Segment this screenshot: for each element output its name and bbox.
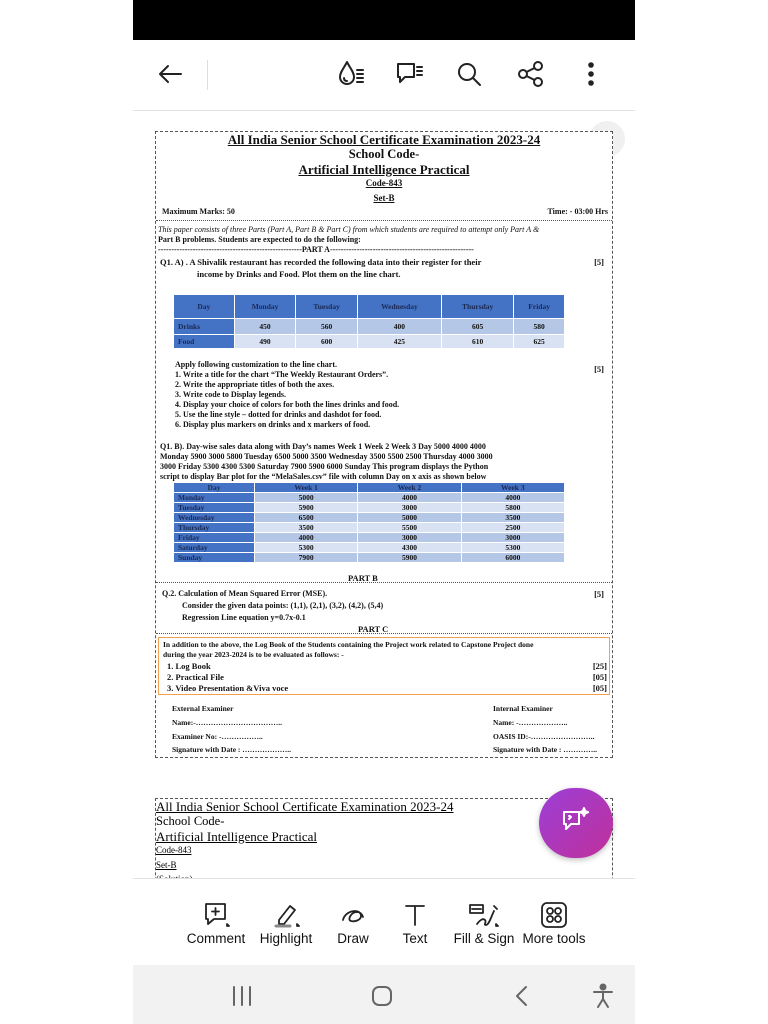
- exam-title: All India Senior School Certificate Examination 2023-24: [227, 132, 541, 147]
- table-cell: 3500: [461, 513, 564, 523]
- school-code: School Code-: [348, 147, 420, 161]
- table-cell: 425: [357, 335, 441, 349]
- table-cell: 4300: [358, 543, 461, 553]
- part-c-item: 1. Log Book: [167, 661, 211, 671]
- external-examiner-label: External Examiner: [172, 704, 234, 713]
- draw-tool-label: Draw: [337, 931, 369, 946]
- q2-marks: [5]: [594, 589, 604, 599]
- fill-sign-tool[interactable]: [449, 899, 519, 946]
- phone-screen: [133, 0, 635, 1024]
- fill-sign-icon: [449, 899, 519, 931]
- customization-item: 2. Write the appropriate titles of both the axes.: [175, 380, 335, 389]
- examiner-no-field: Examiner No: -……………..: [172, 732, 263, 741]
- highlighter-icon: [255, 899, 317, 931]
- part-c-text-2: during the year 2023-2024 is to be evaluated as follows: -: [163, 650, 344, 659]
- table-row: [174, 513, 565, 523]
- page2-exam-title: All India Senior School Certificate Examination 2023-24: [156, 799, 454, 814]
- part-b-heading: PART B: [348, 573, 378, 583]
- restaurant-table: [173, 294, 565, 349]
- table-cell: Tuesday: [174, 503, 255, 513]
- table-cell: 5000: [358, 513, 461, 523]
- table-cell: 3000: [461, 533, 564, 543]
- q1b-line-4: script to display Bar plot for the “MelaSales.csv” file with column Day on x axis as shown below: [160, 472, 487, 481]
- bottom-toolbar: [133, 878, 635, 965]
- part-c-item-marks: [25]: [592, 661, 607, 671]
- table-cell: 3000: [358, 503, 461, 513]
- table-cell: 490: [234, 335, 296, 349]
- comments-icon[interactable]: [390, 54, 430, 94]
- table-cell: 3000: [358, 533, 461, 543]
- table-header-cell: Friday: [514, 295, 565, 319]
- customization-item: 3. Write code to Display legends.: [175, 390, 287, 399]
- q2-line-3: Regression Line equation y=0.7x-0.1: [182, 613, 306, 622]
- table-cell: 5900: [255, 503, 358, 513]
- oasis-id-field: OASIS ID:-……………………..: [493, 732, 595, 741]
- table-cell: 5000: [255, 493, 358, 503]
- table-cell: 4000: [255, 533, 358, 543]
- part-c-item: 3. Video Presentation &Viva voce: [167, 683, 289, 693]
- table-cell: 5300: [255, 543, 358, 553]
- table-cell: Saturday: [174, 543, 255, 553]
- customization-item: 4. Display your choice of colors for both the lines drinks and food.: [175, 400, 400, 409]
- table-cell: 400: [357, 319, 441, 335]
- table-cell: 5300: [461, 543, 564, 553]
- table-header-cell: Week 1: [255, 483, 358, 493]
- document-viewer[interactable]: [133, 111, 635, 878]
- table-header-cell: Thursday: [442, 295, 514, 319]
- table-cell: Drinks: [174, 319, 235, 335]
- table-cell: 450: [234, 319, 296, 335]
- table-row: [174, 503, 565, 513]
- table-cell: 560: [296, 319, 357, 335]
- part-c-item: 2. Practical File: [167, 672, 224, 682]
- ai-assistant-icon: [560, 806, 592, 841]
- table-row: [174, 319, 565, 335]
- customization-marks: [5]: [594, 364, 604, 374]
- sales-table: [173, 482, 565, 563]
- table-header-cell: Monday: [234, 295, 296, 319]
- toolbar-divider: [207, 60, 208, 90]
- page2-school-code: School Code-: [156, 814, 225, 828]
- fill-sign-tool-label: Fill & Sign: [453, 931, 515, 946]
- set-label: Set-B: [373, 193, 395, 203]
- table-header-cell: Day: [174, 483, 255, 493]
- table-cell: Wednesday: [174, 513, 255, 523]
- part-c-heading: PART C: [358, 624, 389, 634]
- table-cell: 6000: [461, 553, 564, 563]
- highlight-tool[interactable]: [255, 899, 317, 946]
- table-cell: 5800: [461, 503, 564, 513]
- more-tools-label: More tools: [522, 931, 586, 946]
- text-tool[interactable]: [391, 899, 439, 946]
- external-signature-field: Signature with Date : ………………..: [172, 745, 292, 754]
- table-cell: 7900: [255, 553, 358, 563]
- internal-signature-field: Signature with Date : …………..: [493, 745, 598, 754]
- sales-table-header: [174, 483, 565, 493]
- table-row: [174, 543, 565, 553]
- q1a-line-2: income by Drinks and Food. Plot them on the line chart.: [197, 269, 401, 279]
- external-name-field: Name:-……………………………..: [172, 718, 282, 727]
- top-app-bar: [133, 40, 635, 111]
- customization-item: 5. Use the line style – dotted for drinks and dashdot for food.: [175, 410, 382, 419]
- table-cell: Food: [174, 335, 235, 349]
- status-bar: [133, 0, 635, 40]
- highlight-tool-label: Highlight: [259, 931, 313, 946]
- home-icon[interactable]: [367, 981, 397, 1011]
- table-row: [174, 335, 565, 349]
- subject-code: Code-843: [365, 178, 403, 188]
- more-tools-button[interactable]: [519, 899, 589, 946]
- customization-item: 6. Display plus markers on drinks and x markers of food.: [175, 420, 371, 429]
- share-icon[interactable]: [511, 54, 551, 94]
- draw-squiggle-icon: [328, 899, 378, 931]
- q1b-line-2: Monday 5900 3000 5800 Tuesday 6500 5000 3500 Wednesday 3500 5500 2500 Thursday 4000 3000: [160, 452, 493, 461]
- table-row: [174, 493, 565, 503]
- comment-add-icon: [181, 899, 251, 931]
- part-c-text-1: In addition to the above, the Log Book of the Students containing the Project work related to Capstone Project done: [163, 640, 534, 649]
- table-cell: 605: [442, 319, 514, 335]
- table-cell: 600: [296, 335, 357, 349]
- system-navigation-bar: [133, 965, 635, 1024]
- instructions-line-2: Part B problems. Students are expected to do the following:: [158, 235, 361, 244]
- restaurant-table-header: [174, 295, 565, 319]
- grid-apps-icon: [519, 899, 589, 931]
- q1b-line-1: Q1. B). Day-wise sales data along with Day’s names Week 1 Week 2 Week 3 Day 5000 4000 4000: [160, 442, 486, 451]
- page2-set-label: Set-B: [156, 860, 177, 870]
- part-c-item-marks: [05]: [592, 683, 607, 693]
- customization-intro: Apply following customization to the line chart.: [175, 360, 337, 369]
- subject-title: Artificial Intelligence Practical: [298, 162, 470, 177]
- page2-subject-code: Code-843: [156, 845, 192, 855]
- table-cell: 6500: [255, 513, 358, 523]
- table-cell: 4000: [358, 493, 461, 503]
- q2-line-1: Q.2. Calculation of Mean Squared Error (MSE).: [162, 589, 328, 598]
- table-header-cell: Wednesday: [357, 295, 441, 319]
- pdf-page-1: [155, 131, 613, 758]
- right-margin: [635, 0, 768, 1024]
- part-c-item-marks: [05]: [592, 672, 607, 682]
- q1a-marks: [5]: [594, 257, 604, 267]
- q1b-line-3: 3000 Friday 5300 4300 5300 Saturday 7900 5900 6000 Sunday This program displays the Python: [160, 462, 489, 471]
- table-cell: 610: [442, 335, 514, 349]
- table-header-cell: Week 2: [358, 483, 461, 493]
- table-cell: Sunday: [174, 553, 255, 563]
- table-header-cell: Week 3: [461, 483, 564, 493]
- table-cell: Monday: [174, 493, 255, 503]
- q2-line-2: Consider the given data points: (1,1), (2,1), (3,2), (4,2), (5,4): [182, 601, 384, 610]
- accessibility-icon[interactable]: [588, 981, 618, 1011]
- recent-apps-icon[interactable]: [227, 981, 257, 1011]
- table-cell: Thursday: [174, 523, 255, 533]
- back-arrow-icon[interactable]: [150, 54, 190, 94]
- customization-item: 1. Write a title for the chart “The Weekly Restaurant Orders”.: [175, 370, 389, 379]
- table-row: [174, 523, 565, 533]
- table-cell: 4000: [461, 493, 564, 503]
- header-divider: [156, 220, 612, 221]
- ai-assistant-button[interactable]: [539, 788, 613, 858]
- table-header-cell: Day: [174, 295, 235, 319]
- search-icon[interactable]: [449, 54, 489, 94]
- part-b-divider: [156, 582, 612, 583]
- table-cell: Friday: [174, 533, 255, 543]
- comment-tool-label: Comment: [186, 931, 246, 946]
- draw-tool[interactable]: [328, 899, 378, 946]
- max-marks: Maximum Marks: 50: [162, 207, 235, 216]
- text-icon: [391, 899, 439, 931]
- table-cell: 3500: [255, 523, 358, 533]
- time-allowed: Time: - 03:00 Hrs: [547, 207, 608, 216]
- table-cell: 5500: [358, 523, 461, 533]
- table-row: [174, 553, 565, 563]
- internal-examiner-label: Internal Examiner: [493, 704, 553, 713]
- part-a-heading: ------------------------------------------------------PART A------------------------------------------------------: [158, 245, 474, 254]
- nav-back-icon[interactable]: [507, 981, 537, 1011]
- left-margin: [0, 0, 133, 1024]
- page2-subject-title: Artificial Intelligence Practical: [156, 829, 317, 844]
- table-cell: 5900: [358, 553, 461, 563]
- table-cell: 580: [514, 319, 565, 335]
- comment-tool[interactable]: [181, 899, 251, 946]
- more-vertical-icon[interactable]: [571, 54, 611, 94]
- reading-mode-icon[interactable]: [331, 54, 371, 94]
- text-tool-label: Text: [402, 931, 428, 946]
- q1a-line-1: Q1. A) . A Shivalik restaurant has recorded the following data into their register for their: [160, 257, 482, 267]
- instructions-line-1: This paper consists of three Parts (Part A, Part B & Part C) from which students are required to attempt only Part A &: [158, 225, 540, 234]
- part-c-box: [158, 637, 610, 695]
- table-cell: 2500: [461, 523, 564, 533]
- table-row: [174, 533, 565, 543]
- table-header-cell: Tuesday: [296, 295, 357, 319]
- part-c-divider: [156, 633, 612, 634]
- internal-name-field: Name: -………………..: [493, 718, 568, 727]
- table-cell: 625: [514, 335, 565, 349]
